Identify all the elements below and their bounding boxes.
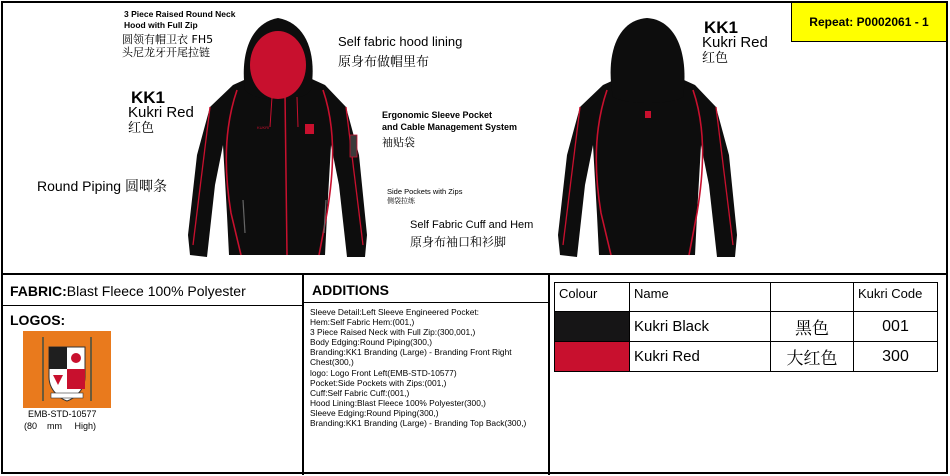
logo-size: (80 mm High) (24, 421, 97, 431)
additions-item: logo: Logo Front Left(EMB-STD-10577) (310, 367, 457, 378)
colour-name-cn: 黑色 (771, 312, 854, 342)
hood-description: 3 Piece Raised Round Neck Hood with Full Zip (124, 9, 236, 30)
colour-name: Kukri Red (630, 342, 771, 372)
colour-code: 300 (854, 342, 938, 372)
additions-item: Hood Lining:Blast Fleece 100% Polyester(300,) (310, 397, 486, 408)
additions-item: Branding:KK1 Branding (Large) - Branding Front Right Chest(300,) (310, 347, 512, 368)
front-kk-cn: 红色 (128, 121, 155, 136)
logo-code: EMB-STD-10577 (28, 409, 97, 419)
sleeve-pocket (350, 135, 357, 157)
additions-item: Cuff:Self Fabric Cuff:(001,) (310, 387, 410, 398)
colour-table-header (555, 283, 938, 312)
colour-name-cn: 大红色 (771, 342, 854, 372)
additions-divider (304, 302, 548, 303)
header-colour: Colour (555, 283, 630, 312)
side-pockets-label: Side Pockets with Zips (387, 187, 463, 196)
additions-item: Sleeve Edging:Round Piping(300,) (310, 407, 439, 418)
logos-title: LOGOS: (10, 312, 66, 328)
repeat-order-badge (791, 2, 947, 42)
chest-brand-text: KUKRI (257, 125, 270, 130)
fabric-divider (3, 305, 302, 306)
colour-swatch (555, 312, 630, 342)
additions-list (310, 307, 546, 428)
fabric-label: FABRIC: (10, 283, 67, 299)
front-kk-name: Kukri Red (128, 104, 194, 121)
hood-lining (250, 31, 306, 99)
colour-row (555, 312, 938, 342)
sleeve-pocket-label: and Cable Management System (382, 122, 518, 132)
hood-description-cn: 圆领有帽卫衣 FH5 (122, 33, 214, 46)
additions-item: Branding:KK1 Branding (Large) - Branding Top Back(300,) (310, 418, 527, 429)
section-divider (1, 273, 948, 275)
additions-item: Body Edging:Round Piping(300,) (310, 337, 432, 348)
header-kukri-code: Kukri Code (854, 283, 938, 312)
back-hoodie-illustration (555, 15, 760, 262)
crest-icon (23, 331, 111, 408)
cuff-hem-label: Self Fabric Cuff and Hem (410, 219, 534, 231)
section-divider (548, 274, 550, 475)
side-pockets-label-cn: 侧袋拉练 (387, 197, 415, 205)
back-logo-mark (645, 111, 651, 118)
header-name: Name (630, 283, 771, 312)
back-kk-cn: 红色 (702, 51, 729, 66)
colour-table (554, 282, 938, 372)
front-kk-code: KK1 (131, 88, 166, 107)
additions-item: Sleeve Detail:Left Sleeve Engineered Pocket: (310, 307, 480, 317)
additions-title: ADDITIONS (312, 282, 389, 298)
fabric-row (10, 283, 246, 299)
header-blank (771, 283, 854, 312)
chest-logo-badge (305, 124, 314, 134)
back-kk-name: Kukri Red (702, 34, 768, 51)
colour-code: 001 (854, 312, 938, 342)
additions-item: 3 Piece Raised Neck with Full Zip:(300,001,) (310, 327, 476, 338)
section-divider (302, 274, 304, 475)
repeat-order-text: Repeat: P0002061 - 1 (809, 15, 929, 29)
sleeve-pocket-label-cn: 袖贴袋 (382, 136, 415, 149)
back-hood (611, 18, 685, 103)
hood-lining-label: Self fabric hood lining (338, 34, 463, 49)
hood-lining-label-cn: 原身布做帽里布 (338, 55, 430, 70)
colour-name: Kukri Black (630, 312, 771, 342)
additions-item: Hem:Self Fabric Hem:(001,) (310, 317, 415, 328)
round-piping-label: Round Piping 圆唧条 (37, 178, 167, 194)
logo-thumbnail (23, 331, 111, 408)
cuff-hem-label-cn: 原身布袖口和衫脚 (410, 235, 507, 249)
colour-swatch (555, 342, 630, 372)
colour-row (555, 342, 938, 372)
fabric-value: Blast Fleece 100% Polyester (66, 283, 246, 299)
front-body (188, 75, 367, 257)
hood-description-cn: 头尼龙牙开尾拉链 (122, 46, 210, 59)
sleeve-pocket-label: Ergonomic Sleeve Pocket (382, 110, 493, 120)
additions-item: Pocket:Side Pockets with Zips:(001,) (310, 377, 447, 388)
back-kk-code: KK1 (704, 18, 739, 37)
